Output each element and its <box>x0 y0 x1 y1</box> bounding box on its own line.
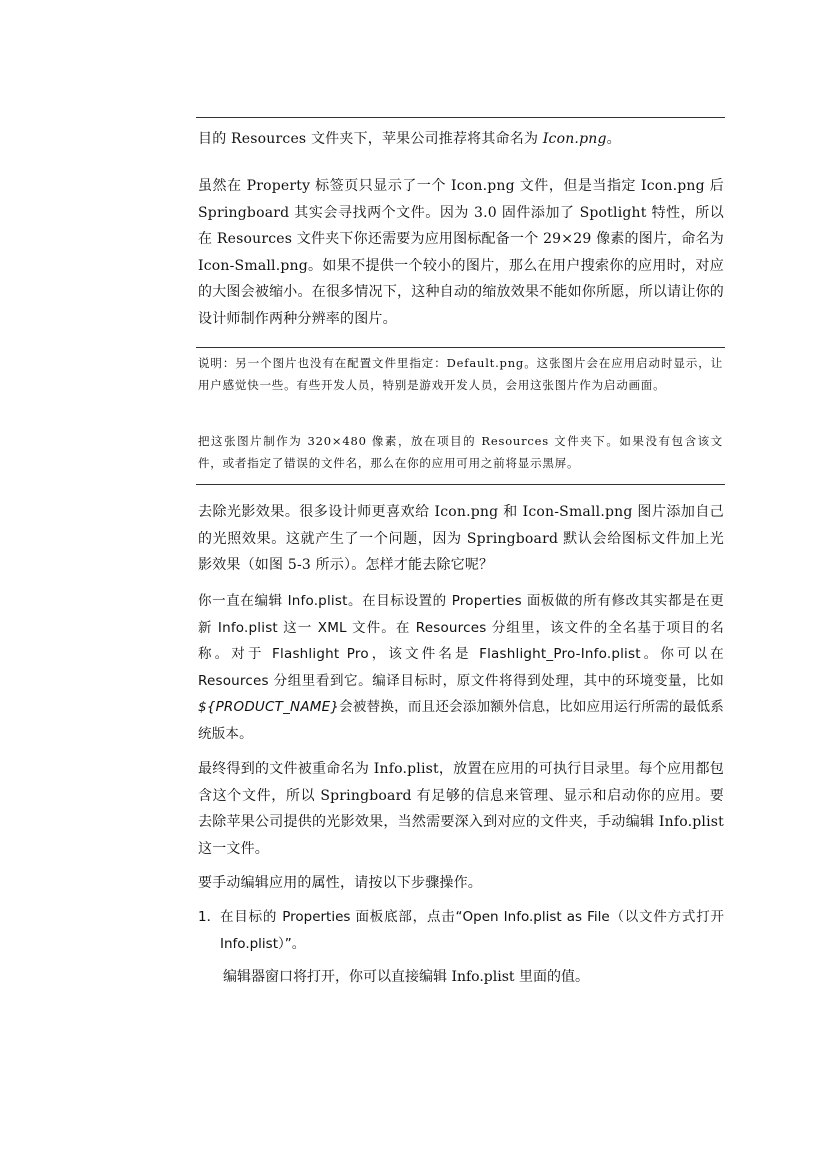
paragraph-text-end: 。 <box>606 131 621 147</box>
paragraph-info-plist <box>198 588 724 747</box>
note-default-png: 说明：另一个图片也没有在配置文件里指定：Default.png。这张图片会在应用启动时显示，让用户感觉快一些。有些开发人员，特别是游戏开发人员，会用这张图片作为启动画面。 <box>198 356 723 392</box>
italic-env-var: ${PRODUCT_NAME} <box>198 699 340 715</box>
note-box <box>196 347 725 485</box>
step-text: 在目标的 Properties 面板底部，点击“Open Info.plist as File（以文件方式打开 Info.plist）”。 <box>220 909 724 952</box>
header-rule <box>196 117 725 118</box>
paragraph-editor-opens: 编辑器窗口将打开，你可以直接编辑 Info.plist 里面的值。 <box>223 969 589 985</box>
note-320x480: 把这张图片制作为 320×480 像素，放在项目的 Resources 文件夹下。如果没有包含该文件，或者指定了错误的文件名，那么在你的应用可用之前将显示黑屏。 <box>198 434 723 470</box>
paragraph-spotlight-icon: 虽然在 Property 标签页只显示了一个 Icon.png 文件，但是当指定 Icon.png 后 Springboard 其实会寻找两个文件。因为 3.0 固件添加了 Spotlight 特性，所以在 Resources 文件夹下你还需要为应用图标配备一个 29×29 像素的图片，命名为 Icon-Small.png。如果不提供一个较小的图片，那么在用户搜索你的应用时，对应的大图会被缩小。在很多情况下，这种自动的缩放效果不能如你所愿，所以请让你的设计师制作两种分辨率的图片。 <box>198 178 724 327</box>
paragraph-resources-naming <box>198 126 724 153</box>
paragraph-remove-gloss: 去除光影效果。很多设计师更喜欢给 Icon.png 和 Icon-Small.png 图片添加自己的光照效果。这就产生了一个问题，因为 Springboard 默认会给图标文件加上光影效果（如图 5-3 所示）。怎样才能去除它呢？ <box>198 504 724 573</box>
paragraph-text: 目的 Resources 文件夹下，苹果公司推荐将其命名为 <box>198 131 543 147</box>
paragraph-renamed-file: 最终得到的文件被重命名为 Info.plist，放置在应用的可执行目录里。每个应用都包含这个文件，所以 Springboard 有足够的信息来管理、显示和启动你的应用。要去除苹果公司提供的光影效果，当然需要深入到对应的文件夹，手动编辑 Info.plist 这一文件。 <box>198 761 724 857</box>
step-number: 1． <box>198 909 221 925</box>
step-item-1 <box>198 904 724 957</box>
paragraph-steps-intro: 要手动编辑应用的属性，请按以下步骤操作。 <box>198 875 482 891</box>
paragraph-text-end: 会被替换，而且还会添加额外信息，比如应用运行所需的最低系统版本。 <box>198 699 724 742</box>
paragraph-text: 你一直在编辑 Info.plist。在目标设置的 Properties 面板做的所有修改其实都是在更新 Info.plist 这一 XML 文件。在 Resources 分组里，该文件的全名基于项目的名称。对于 Flashlight Pro，该文件名是 Flashlight_Pro-Info.plist。你可以在 Resources 分组里看到它。编译目标时，原文件将得到处理，其中的环境变量，比如 <box>198 593 724 689</box>
italic-filename: Icon.png <box>542 131 607 147</box>
